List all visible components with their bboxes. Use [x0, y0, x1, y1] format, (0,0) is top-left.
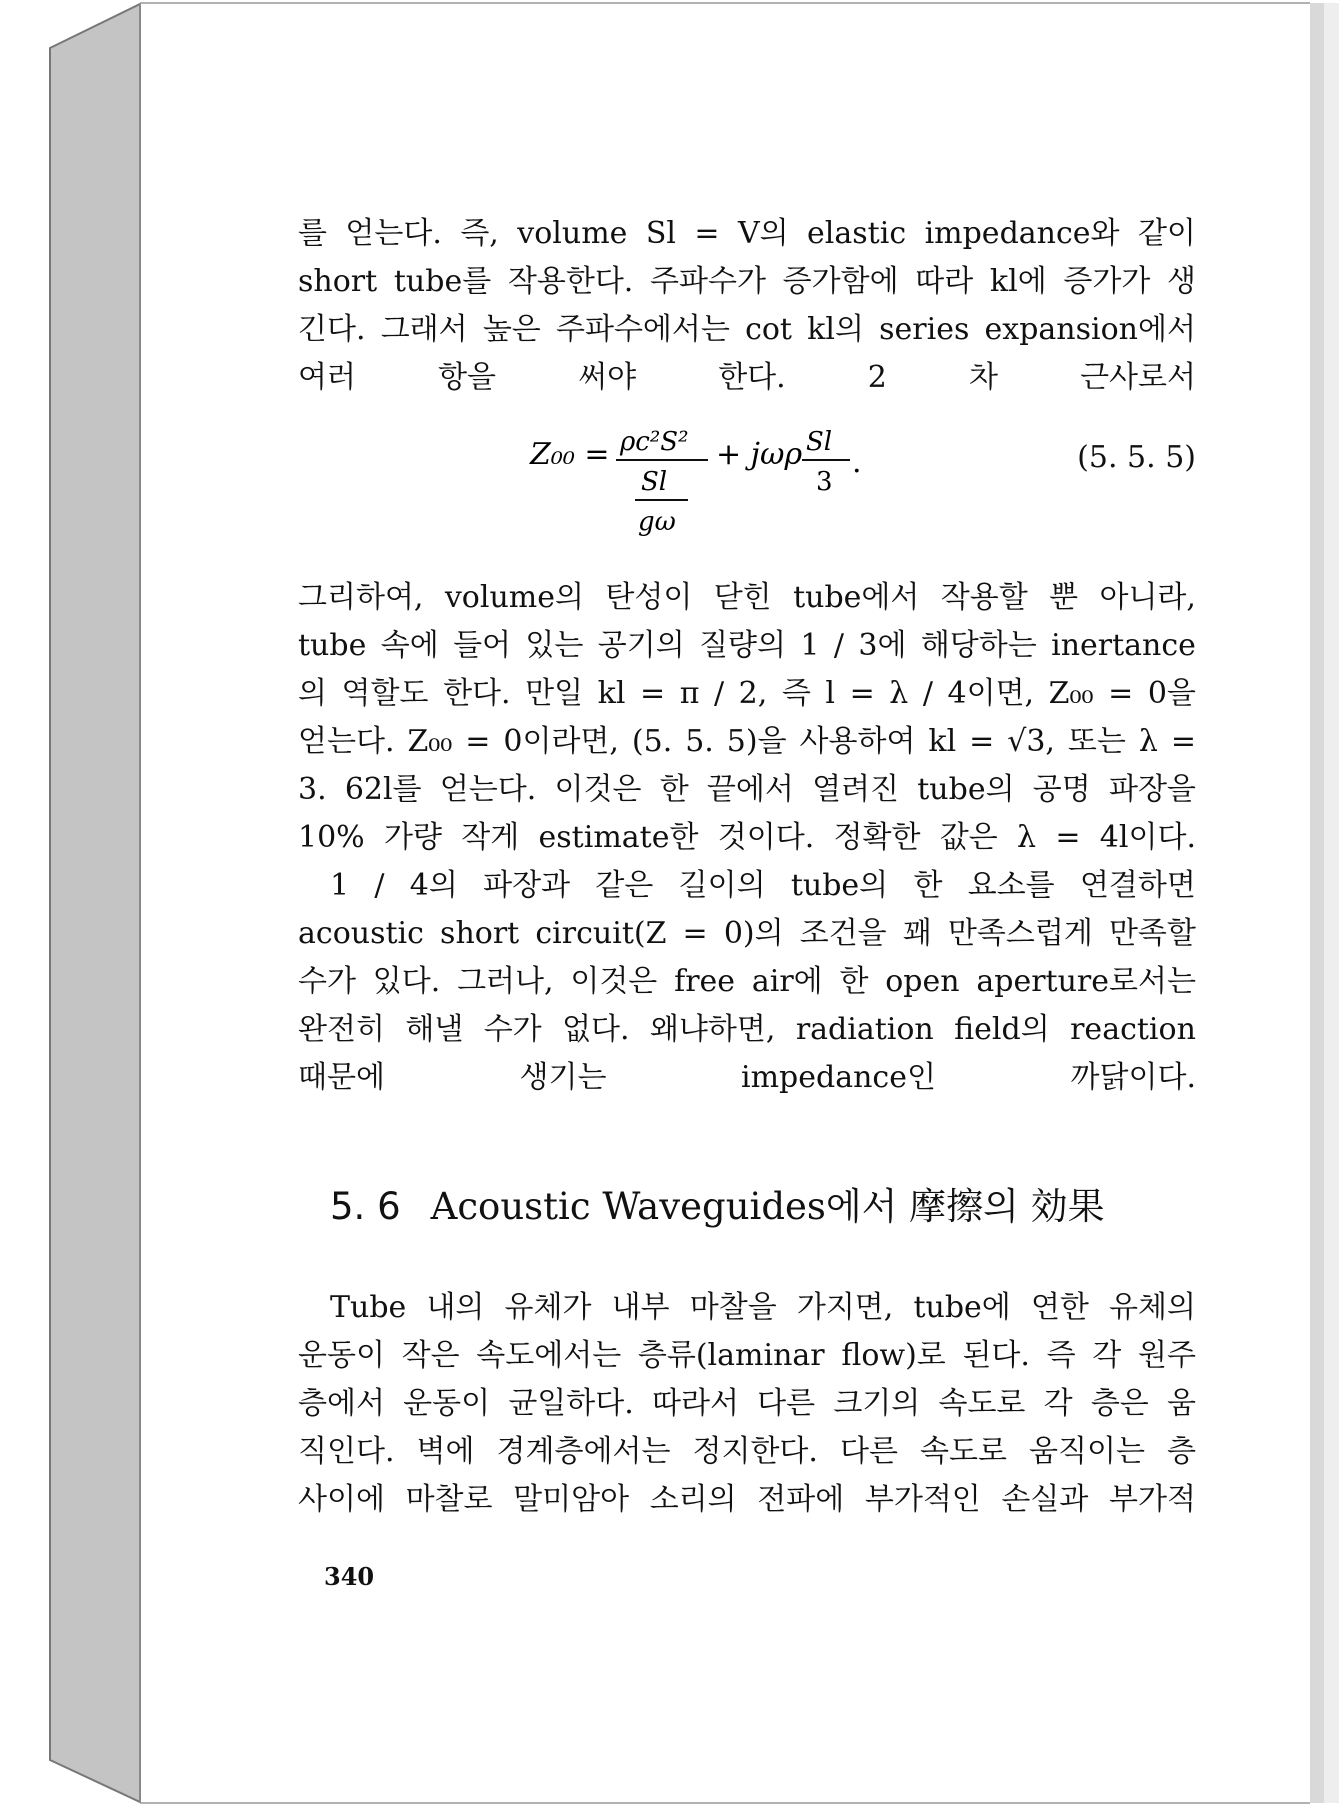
eq-inner-numerator: Sl [641, 467, 668, 497]
text-line: 직인다. 벽에 경계층에서는 정지한다. 다른 속도로 움직이는 층 [298, 1434, 1196, 1469]
text-line: acoustic short circuit(Z = 0)의 조건을 꽤 만족스럽게 만족할 [298, 916, 1196, 951]
text-line: 3. 62l를 얻는다. 이것은 한 끝에서 열려진 tube의 공명 파장을 [298, 772, 1196, 807]
text-line: 완전히 해낼 수가 없다. 왜냐하면, radiation field의 reaction [298, 1012, 1196, 1047]
eq-frac2-numerator: Sl [806, 427, 833, 457]
paragraph-1 [298, 210, 1196, 402]
equation-number: (5. 5. 5) [1077, 440, 1196, 475]
text-line: 의 역할도 한다. 만일 kl = π / 2, 즉 l = λ / 4이면, Z₀₀ = 0을 [298, 676, 1196, 711]
equation-5-5-5 [298, 410, 1196, 560]
page-number: 340 [324, 1562, 375, 1591]
text-line: 그리하여, volume의 탄성이 닫힌 tube에서 작용할 뿐 아니라, [298, 580, 1196, 615]
text-line: 수가 있다. 그러나, 이것은 free air에 한 open aperture로서는 [298, 964, 1196, 999]
paragraph-2 [298, 574, 1196, 862]
text-line: 10% 가량 작게 estimate한 것이다. 정확한 값은 λ = 4l이다. [298, 820, 1196, 855]
text-line: tube 속에 들어 있는 공기의 질량의 1 / 3에 해당하는 inertance [298, 628, 1196, 663]
text-line: 때문에 생기는 impedance인 까닭이다. [298, 1060, 1196, 1095]
section-heading [298, 1176, 1196, 1230]
eq-plus-term: + jωρ [716, 437, 803, 472]
text-line: 여러 항을 써야 한다. 2 차 근사로서 [298, 360, 1196, 395]
text-line: short tube를 작용한다. 주파수가 증가함에 따라 kl에 증가가 생 [298, 264, 1196, 299]
paragraph-4 [298, 1284, 1196, 1524]
text-line: 운동이 작은 속도에서는 층류(laminar flow)로 된다. 즉 각 원주 [298, 1338, 1196, 1373]
text-line: 사이에 마찰로 말미암아 소리의 전파에 부가적인 손실과 부가적 [298, 1482, 1196, 1517]
text-line: 층에서 운동이 균일하다. 따라서 다른 크기의 속도로 각 층은 움 [298, 1386, 1196, 1421]
page-body [298, 210, 1196, 1524]
section-number: 5. 6 [330, 1185, 401, 1228]
text-line: Tube 내의 유체가 내부 마찰을 가지면, tube에 연한 유체의 [330, 1290, 1196, 1325]
eq-numerator: ρc²S² [620, 427, 689, 457]
text-line: 얻는다. Z₀₀ = 0이라면, (5. 5. 5)을 사용하여 kl = √3, 또는 λ = [298, 724, 1196, 759]
eq-frac2-denominator: 3 [816, 467, 833, 497]
eq-period: . [852, 445, 862, 480]
eq-lhs: Z₀₀ = [530, 437, 610, 472]
paragraph-3 [298, 862, 1196, 1102]
equation-graphic [298, 410, 1196, 560]
text-line: 1 / 4의 파장과 같은 길이의 tube의 한 요소를 연결하면 [330, 868, 1196, 903]
text-line: 긴다. 그래서 높은 주파수에서는 cot kl의 series expansion에서 [298, 312, 1196, 347]
eq-inner-denominator: gω [638, 507, 676, 537]
text-line: 를 얻는다. 즉, volume Sl = V의 elastic impedance와 같이 [298, 216, 1196, 251]
section-title: Acoustic Waveguides에서 摩擦의 効果 [430, 1185, 1105, 1228]
